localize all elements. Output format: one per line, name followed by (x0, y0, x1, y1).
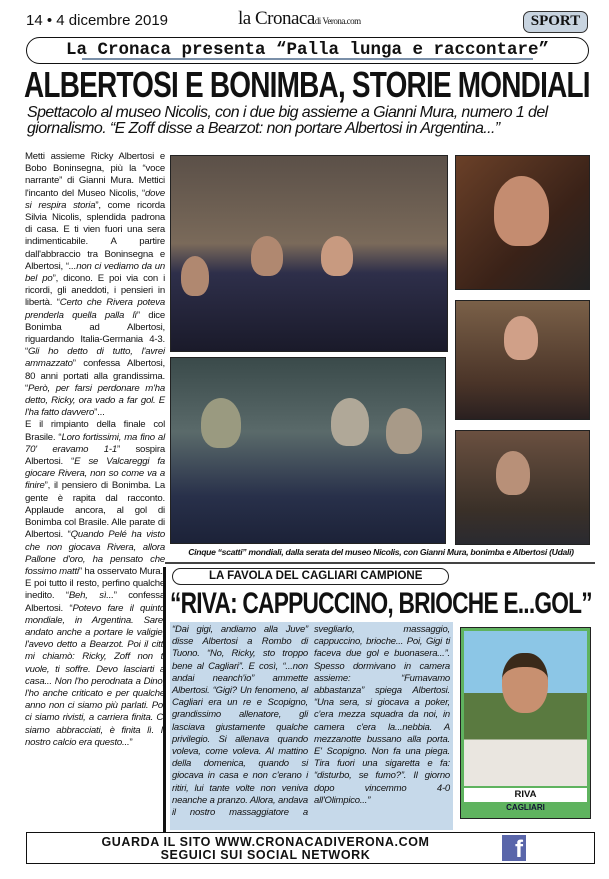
photo-caption (170, 547, 592, 558)
paragraph (25, 578, 165, 749)
quote-segment: Quando Pelé ha visto che non giocava Rivera, allora Pallone d'oro, ha pensato che fossimo matti (25, 529, 165, 577)
quote-segment: dove si respira storia (25, 187, 165, 211)
text-segment: ”... (94, 407, 105, 419)
section-divider (165, 562, 595, 564)
photo-portrait-mura (455, 155, 590, 290)
text-segment: ” (129, 736, 133, 748)
card-name: RIVA (464, 788, 587, 802)
issue-date: 4 dicembre 2019 (56, 12, 169, 29)
quote-segment: Loro fortissimi, ma fino al 70' eravamo 1-1 (25, 431, 165, 455)
subheadline: Spettacolo al museo Nicolis, con i due big assieme a Gianni Mura, numero 1 del giornalismo. “E Zoff disse a Bearzot: non portare Albertosi in Argentina...” (27, 104, 548, 137)
photo-toast (170, 357, 446, 544)
photo-caption-text: Cinque “scatti” mondiali, dalla serata del museo Nicolis, con Gianni Mura, bonimba e Albertosi (Udali) (188, 547, 574, 557)
riva-photo (464, 631, 587, 786)
column-rule (163, 567, 166, 832)
page-date: 14 • 4 dicembre 2019 (26, 12, 169, 29)
second-headline-text: “RIVA: CAPPUCCINO, BRIOCHE E...GOL” (170, 587, 592, 620)
photo-boninsegna (455, 300, 590, 420)
text-segment: ” sospira Albertosi. “ (25, 443, 165, 468)
masthead-logo (238, 8, 361, 30)
text-segment: ” dice Bonimba ad Albertosi, riguardando Italia-Germania 4-3. “ (25, 309, 166, 358)
kicker: La Cronaca presenta “Palla lunga e raccontare” (26, 37, 589, 64)
second-article-body: “Dai gigi, andiamo alla Juve” disse Albertosi a Rombo di Tuono. “No, Ricky, sto troppo bene al Cagliari”. E così, “...non andai neanch'io” ammette Albertosi. “Gigi? Un fenomeno, al Cagliari era un re e Scopigno, grandissimo allenatore, gli lasciava giustamente qualche privilegio. Si allenava quando voleva, come voleva. Al mattino della domenica, quando si giocava in casa e non c'erano i ritiri, lui tante volte non veniva neanche a pranzo. Allora, andava il nostro massaggiatore a svegliarlo, massaggio, cappuccino, brioche... Poi, Gigi ti faceva due gol e buonasera...”. Spesso dormivano in camera assieme: “Fumavamo abbastanza” spiega Albertosi. “Una sera, si giocava a poker, c'era mezza squadra da noi, in camera c'era la...nebbia. A mezzanotte bussano alla porta. E' Scopigno. Non fa una piega. Tira fuori una sigaretta e fa: “disturbo, se fumo?”. Il giorno dopo vincemmo 4-0 all'Olimpico...” (172, 624, 450, 819)
text-segment: ” confessa Albertosi. “ (25, 590, 165, 614)
text-segment: ” confessa Albertosi, 80 anni portati alla grandissima. “ (25, 358, 165, 394)
text-segment: E poi tutto il resto, perfino qualche inedito. “ (25, 578, 165, 602)
text-segment: ”, dicono. E poi via con i ricordi, gli aneddoti, i pensieri in libertà. “ (25, 273, 165, 309)
quote-segment: E se Valcareggi fa giocare Rivera, non so come va a finire (25, 456, 166, 492)
logo-main: la Cronaca (238, 8, 315, 29)
photo-albertosi (455, 430, 590, 545)
second-headline (170, 588, 595, 620)
text-segment: ”, il pensiero di Bonimba. La gente è rapita dal racconto. Applaude ancora, al gol di Bonimba col Brasile. Alle parate di Albertosi. “ (25, 480, 165, 541)
headline-text: ALBERTOSI E BONIMBA, STORIE MONDIALI (24, 64, 590, 105)
facebook-icon[interactable]: f (502, 835, 526, 861)
footer-site-link[interactable]: GUARDA IL SITO WWW.CRONACADIVERONA.COM (101, 835, 430, 849)
logo-small: di Verona.com (314, 16, 361, 26)
quote-segment: Però, per farsi perdonare m'ha detto, Ricky, ora vado a far gol. E l'ha fatto davvero (25, 382, 165, 419)
main-article-body (25, 151, 165, 749)
paragraph (25, 151, 165, 419)
text-segment: Metti assieme Ricky Albertosi e Bobo Boninsegna, più la “voce narrante” di Gianni Mura. Mettici l'incanto del Museo Nicolis, “ (25, 151, 165, 199)
paragraph (25, 419, 165, 578)
second-kicker: LA FAVOLA DEL CAGLIARI CAMPIONE (172, 568, 449, 585)
riva-sticker-card (460, 627, 591, 819)
quote-segment: Potevo fare il quinto mondiale, in Argentina. Sarei andato anche a portare le valigie, l'avevo detto a Bearzot. Poi il citti mi chiamò: Ricky, Zoff non ti vuole, ti soffre. Devo lasciarti a casa... Non l'ho perodnata a Dino, l'ho anche criticato e per qualche anno non ci siamo più parlati. Poi ci siamo rivisti, a carriera finita. Ci siamo abbracciati, è finita lì. Il nostro calcio era questo... (25, 602, 165, 748)
quote-segment: ...non ci vediamo da un bel po (25, 260, 165, 285)
quote-segment: Certo che Rivera poteva prenderla quella palla lì (25, 297, 165, 321)
quote-segment: Gli ho detto di tutto, l'avrei ammazzato (25, 346, 165, 370)
section-tag: SPORT (523, 11, 588, 33)
quote-segment: Beh, sì... (68, 590, 114, 602)
photo-panel-table (170, 155, 448, 352)
footer-social: SEGUICI SUI SOCIAL NETWORK (160, 848, 371, 862)
card-team: CAGLIARI (506, 803, 545, 812)
headline (24, 66, 594, 104)
text-segment: ”, come ricorda Silvia Nicolis, splendida padrona di casa. E ti vien fuori una sera indimenticabile. A partire dall'abbraccio tra Boninsegna e Albertosi, “ (25, 199, 165, 272)
text-segment: E il rimpianto della finale col Brasile. “ (25, 419, 165, 443)
page-number: 14 (26, 12, 43, 29)
text-segment: ” ha osservato Mura. (78, 565, 163, 577)
